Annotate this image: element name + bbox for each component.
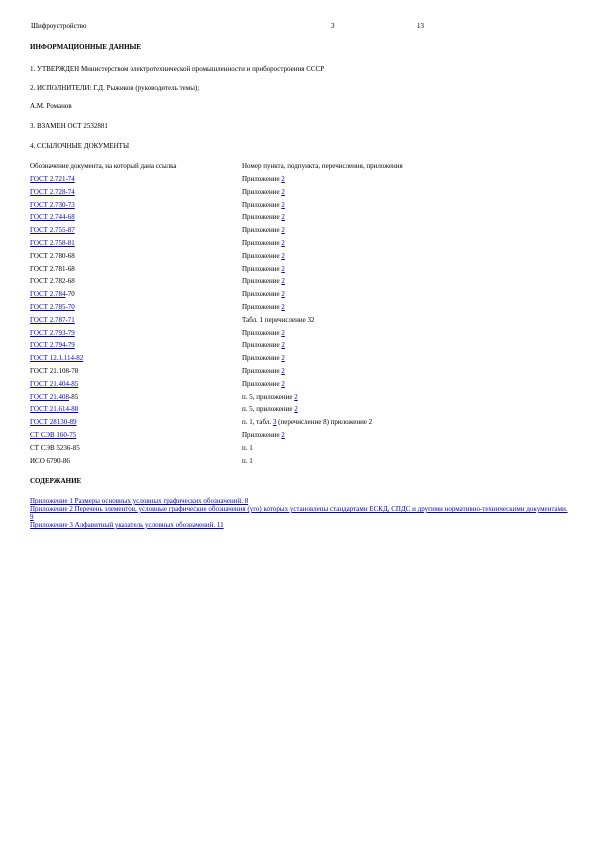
reference-row [30,176,570,186]
reference-document-link[interactable]: ГОСТ 2.794-79 [30,341,75,350]
reference-document [30,227,75,234]
reference-document-link[interactable]: ГОСТ 21.614-88 [30,405,79,414]
reference-row [30,330,570,340]
reference-document [30,266,75,273]
reference-document [30,189,75,196]
reference-document-link[interactable]: ГОСТ 2.787-71 [30,315,75,324]
reference-document-link[interactable]: ГОСТ 2.744-68 [30,213,75,222]
reference-appendix-link[interactable]: 2 [294,392,298,401]
reference-clause-text: Приложение [242,303,282,311]
reference-document-link[interactable]: ГОСТ 28130-89 [30,418,77,427]
reference-row [30,317,570,327]
reference-appendix-link[interactable]: 2 [281,290,285,299]
reference-clause [242,317,314,324]
reference-document [30,317,75,324]
reference-clause-text: Приложение [242,341,282,350]
reference-appendix-link[interactable]: 2 [281,213,285,222]
reference-appendix-link[interactable]: 2 [281,328,285,337]
reference-document [30,406,78,413]
info-item-references: 4. ССЫЛОЧНЫЕ ДОКУМЕНТЫ [30,142,130,150]
reference-clause [242,368,285,375]
reference-clause [242,278,285,285]
reference-clause [242,394,298,401]
reference-row [30,458,570,468]
reference-row [30,304,570,314]
reference-document-text: ИСО 6790-86 [30,456,70,465]
reference-clause [242,227,285,234]
reference-document [30,381,78,388]
reference-row [30,227,570,237]
reference-row [30,189,570,199]
reference-document-text: -85 [68,392,79,401]
reference-clause [242,355,285,362]
reference-clause-text: Приложение [242,431,282,439]
reference-document-text: СТ СЭВ 5236-85 [30,443,80,452]
reference-appendix-link[interactable]: 2 [281,277,285,286]
reference-appendix-link[interactable]: 2 [281,200,285,209]
info-item-authors-cont: А.М. Романов [30,102,72,110]
reference-row [30,445,570,455]
reference-clause-text: п. 1, табл. [242,418,273,427]
reference-clause-text: Приложение [242,277,282,286]
reference-clause [242,445,253,452]
reference-appendix-link[interactable]: 2 [281,239,285,247]
reference-document-link[interactable]: ГОСТ 2.730-73 [30,200,75,209]
reference-document [30,202,75,209]
reference-appendix-link[interactable]: 2 [281,175,285,183]
info-item-approved: 1. УТВЕРЖДЕН Министерством электротехнической промышленности и приборостроения СССР [30,65,325,73]
reference-document-text: ГОСТ 2.781-68 [30,264,75,273]
reference-clause [242,304,285,311]
reference-document [30,304,75,311]
reference-clause-text: Приложение [242,328,282,337]
reference-row [30,394,570,404]
reference-document [30,394,78,401]
reference-appendix-link[interactable]: 2 [281,367,285,375]
header-page-number: 3 [331,22,335,30]
reference-appendix-link[interactable]: 2 [281,187,285,196]
reference-row [30,253,570,263]
reference-clause-text: Табл. 1 перечисление 32 [242,315,315,324]
references-col-document-header: Обозначение документа, на который дана ссылка [30,162,177,170]
reference-clause-text: Приложение [242,175,282,183]
reference-document-text: ГОСТ 2.782-68 [30,277,75,286]
reference-row [30,432,570,442]
reference-clause-text: Приложение [242,200,282,209]
reference-document-text: -70 [65,290,75,299]
info-item-replaced: 3. ВЗАМЕН ОСТ 2532881 [30,122,108,130]
reference-document [30,240,75,247]
info-item-authors: 2. ИСПОЛНИТЕЛИ: Г.Д. Рыжиков (руководитель темы); [30,84,200,92]
reference-clause [242,214,285,221]
reference-document [30,445,80,452]
reference-document-link[interactable]: ГОСТ 2.785-70 [30,303,75,311]
reference-clause-text: Приложение [242,213,282,222]
references-header-row [30,163,570,173]
reference-document-link[interactable]: ГОСТ 2.728-74 [30,187,75,196]
reference-clause-text: Приложение [242,379,282,388]
reference-document [30,368,78,375]
reference-clause-text: Приложение [242,251,282,260]
info-title: ИНФОРМАЦИОННЫЕ ДАННЫЕ [30,43,142,51]
reference-row [30,291,570,301]
reference-clause-text: Приложение [242,239,282,247]
reference-document-link[interactable]: ГОСТ 12.1.114-82 [30,354,84,363]
reference-document [30,419,77,426]
reference-appendix-link[interactable]: 2 [281,341,285,350]
reference-document-link[interactable]: ГОСТ 21.404-85 [30,379,79,388]
reference-clause [242,202,285,209]
references-col-clause-header: Номер пункта, подпункта, перечисления, приложения [242,162,403,170]
reference-appendix-link[interactable]: 2 [281,379,285,388]
reference-clause-text: Приложение [242,290,282,299]
reference-document-link[interactable]: ГОСТ 2.758-81 [30,239,75,247]
reference-clause-text: Приложение [242,367,282,375]
reference-clause [242,266,285,273]
reference-row [30,266,570,276]
reference-row [30,419,570,429]
reference-row [30,381,570,391]
contents-list [30,497,570,529]
reference-clause [242,342,285,349]
contents-title: СОДЕРЖАНИЕ [30,477,82,485]
reference-document-link[interactable]: ГОСТ 2.755-87 [30,226,75,235]
reference-document-text: ГОСТ 21.108-78 [30,367,79,375]
reference-document-link[interactable]: ГОСТ 2.793-79 [30,328,75,337]
reference-clause-text: Приложение [242,354,282,363]
reference-clause [242,406,298,413]
header-title: Шифроустройство [31,22,87,30]
reference-row [30,368,570,378]
reference-document [30,291,75,298]
reference-document [30,253,75,260]
contents-entry-appendix-3[interactable]: Приложение 3 Алфавитный указатель условных обозначений. 11 [30,521,224,529]
reference-appendix-link[interactable]: 2 [281,226,285,235]
reference-clause [242,381,285,388]
reference-row [30,240,570,250]
reference-appendix-link[interactable]: 2 [294,405,298,414]
contents-entry-appendix-2[interactable]: Приложение 2 Перечень элементов, условные графические обозначения (уго) которых установлены стандартами ЕСКД, СПДС и другими нормативно-техническими документами. 9 [30,505,568,521]
reference-document-link[interactable]: ГОСТ 2.721-74 [30,175,75,183]
reference-document [30,214,75,221]
reference-clause-text: п. 5, приложение [242,405,295,414]
reference-appendix-link[interactable]: 2 [281,431,285,439]
reference-clause-text: п. 1 [242,456,253,465]
reference-clause [242,240,285,247]
reference-document [30,432,76,439]
reference-row [30,202,570,212]
reference-row [30,342,570,352]
reference-document-link[interactable]: ГОСТ 2.784 [30,290,66,299]
reference-document [30,342,75,349]
reference-clause [242,176,285,183]
reference-clause [242,291,285,298]
reference-row [30,406,570,416]
reference-clause [242,458,253,465]
reference-clause [242,419,372,426]
reference-clause-text: Приложение [242,226,282,235]
reference-appendix-link[interactable]: 2 [281,303,285,311]
reference-document [30,176,75,183]
contents-entry-appendix-1[interactable]: Приложение 1 Размеры основных условных графических обозначений. 8 [30,497,249,505]
reference-document [30,355,83,362]
reference-clause-text: Приложение [242,264,282,273]
reference-document-link[interactable]: СТ СЭВ 160-75 [30,431,77,439]
reference-clause-text: п. 1 [242,443,253,452]
reference-document [30,278,75,285]
reference-clause [242,432,285,439]
reference-row [30,355,570,365]
reference-clause [242,189,285,196]
reference-appendix-link[interactable]: 2 [281,354,285,363]
reference-clause-text: п. 5, приложение [242,392,295,401]
reference-document-text: ГОСТ 2.780-68 [30,251,75,260]
reference-appendix-link[interactable]: 2 [281,251,285,260]
reference-clause-tail: (перечисление 8) приложение 2 [276,418,373,427]
header-total-pages: 13 [417,22,424,30]
reference-document [30,330,75,337]
reference-clause-text: Приложение [242,187,282,196]
reference-appendix-link[interactable]: 3 [272,418,277,427]
reference-row [30,214,570,224]
reference-document-link[interactable]: ГОСТ 21.408 [30,392,69,401]
reference-row [30,278,570,288]
reference-document [30,458,70,465]
reference-clause [242,330,285,337]
reference-clause [242,253,285,260]
reference-appendix-link[interactable]: 2 [281,264,285,273]
